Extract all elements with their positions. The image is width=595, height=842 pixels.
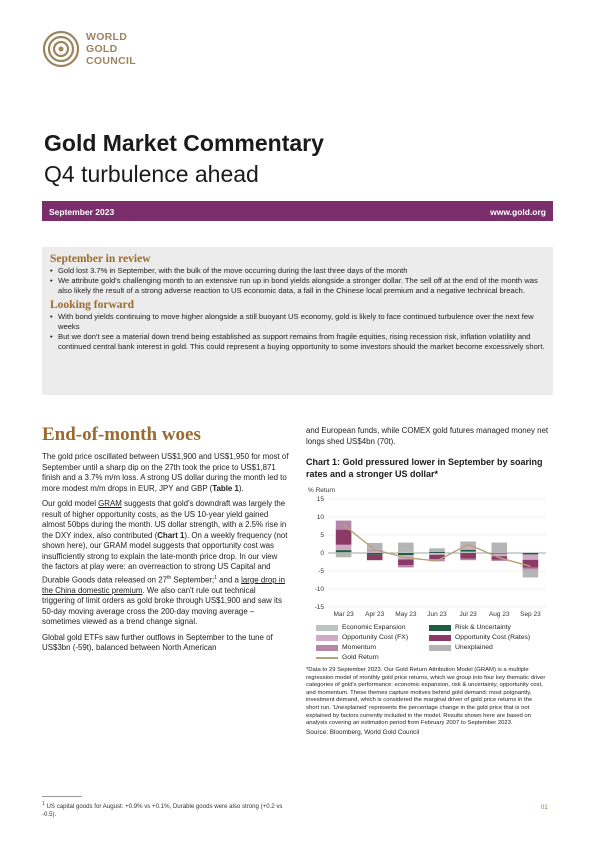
footnote-text: US capital goods for August: +0.9% vs +0.1%, Durable goods were also strong (+0.2 vs -0.5).	[42, 803, 283, 819]
p1-text: The gold price oscillated between US$1,900 and US$1,950 for most of September until a sharp dip on the 27th took the price to US$1,871 finish and a 3.7% m/m loss. A strong US dollar during the month led to more modest m/m drops in EUR, JPY and GBP (	[42, 452, 289, 493]
y-tick-label: -10	[314, 586, 324, 594]
legend-item	[316, 623, 423, 632]
bar-segment	[398, 565, 414, 567]
bar-segment	[398, 553, 414, 555]
legend-label: Economic Expansion	[342, 624, 406, 631]
bar-segment	[523, 553, 539, 554]
legend-label: Unexplained	[455, 644, 493, 651]
page-title: Gold Market Commentary	[44, 130, 324, 156]
paragraph-3-continued: and European funds, while COMEX gold futures managed money net longs shed US$4bn (70t).	[306, 426, 549, 446]
bar-segment	[492, 553, 508, 554]
legend-label: Momentum	[342, 644, 376, 651]
y-tick-label: -5	[318, 568, 324, 576]
p2-text-c: ). On a weekly frequency (not shown here), our GRAM model suggests that opportunity cost was insufficiently strong to explain the late-month price drop. In our view the factors at play were: an overreaction to strong US Capital and Durable Goods data released on 27	[42, 530, 288, 585]
x-tick-label: May 23	[395, 611, 417, 618]
forward-item: • But we don't see a material down trend being established as support remains from fragile equities, rising recession risk, inflation volatility and continued central bank interest in gold. This could represent a buying opportunity to some investors should the market become excessively short.	[50, 332, 545, 352]
legend-item	[316, 643, 423, 652]
legend-label: Opportunity Cost (FX)	[342, 634, 409, 641]
legend-label: Gold Return	[342, 654, 379, 661]
table-1-ref: Table 1	[212, 483, 239, 493]
report-date: September 2023	[49, 207, 115, 217]
bar-segment	[398, 559, 414, 565]
paragraph-2	[42, 499, 290, 628]
footnote	[42, 800, 290, 819]
p2-text-d: September;	[171, 575, 215, 585]
logo-line-3: COUNCIL	[86, 55, 136, 67]
x-tick-label: Jun 23	[427, 611, 447, 618]
p1-end: ).	[238, 483, 244, 493]
x-tick-label: Jul 23	[459, 611, 477, 618]
logo-line-1: WORLD	[86, 31, 128, 43]
footnote-ref: 1	[214, 574, 217, 581]
bar-segment	[523, 570, 539, 578]
legend-item	[316, 633, 423, 642]
logo-wordmark	[86, 31, 136, 67]
bar-segment	[523, 568, 539, 570]
bar-segment	[460, 550, 476, 552]
review-item: • Gold lost 3.7% in September, with the bulk of the move occurring during the last three days of the month	[50, 266, 545, 276]
legend-swatch	[316, 635, 338, 641]
chart-1-ref: Chart 1	[157, 530, 185, 540]
logo-line-2: GOLD	[86, 43, 118, 55]
legend-swatch	[429, 625, 451, 631]
bar-segment	[429, 553, 445, 554]
ordinal-sup: th	[167, 574, 172, 581]
bar-segment	[367, 553, 383, 555]
bar-segment	[336, 530, 352, 545]
bar-segment	[429, 554, 445, 555]
legend-swatch	[429, 645, 451, 651]
page-subtitle: Q4 turbulence ahead	[44, 161, 259, 187]
x-tick-label: Mar 23	[333, 611, 354, 618]
bar-segment	[367, 543, 383, 550]
bar-segment	[492, 560, 508, 561]
bar-segment	[523, 554, 539, 559]
paragraph-3: Global gold ETFs saw further outflows in September to the tune of US$3bn (-59t), balanced between North American	[42, 632, 273, 653]
bar-segment	[398, 543, 414, 552]
review-list	[50, 266, 545, 297]
bar-segment	[460, 559, 476, 560]
legend-swatch	[316, 625, 338, 631]
chart-source: Source: Bloomberg, World Gold Council	[306, 728, 420, 736]
y-tick-label: -15	[314, 604, 324, 612]
legend-item	[429, 643, 536, 652]
bar-segment	[336, 552, 352, 553]
x-tick-label: Apr 23	[365, 611, 385, 618]
date-band	[42, 201, 553, 221]
paragraph-1	[42, 452, 290, 494]
china-premium-link[interactable]: large drop in the China domestic premium	[42, 575, 285, 595]
p2-text-f: . We also can't rule out technical triggering of limit orders as gold broke through US$1,900 and saw its 50-day moving average cross the 200-day moving average – sometimes viewed as a trend change signal.	[42, 585, 282, 627]
bar-segment	[336, 545, 352, 550]
footnote-rule	[42, 796, 82, 797]
y-axis-label: % Return	[308, 487, 336, 494]
x-tick-label: Aug 23	[488, 611, 510, 618]
bar-segment	[523, 552, 539, 553]
y-tick-label: 15	[316, 496, 324, 504]
review-item: • We attribute gold's challenging month to an extensive run up in bond yields alongside a stronger dollar. The sell off at the end of the month was also likely the result of a strong adverse reaction to US economic data, a fall in the Chinese local premium and a negative technical breach.	[50, 276, 545, 296]
article-left-column	[42, 424, 290, 659]
chart-1-svg	[306, 483, 553, 623]
chart-title: Chart 1: Gold pressured lower in September by soaring rates and a stronger US dollar*	[306, 457, 543, 479]
page-number: 01	[541, 805, 548, 811]
bar-segment	[523, 560, 539, 568]
legend-swatch	[429, 635, 451, 641]
bar-segment	[429, 552, 445, 553]
y-tick-label: 5	[320, 532, 324, 540]
forward-item: • With bond yields continuing to move higher alongside a still buoyant US economy, gold is likely to face continued turbulence over the next few weeks	[50, 312, 545, 332]
y-tick-label: 0	[320, 550, 324, 558]
bar-segment	[492, 543, 508, 553]
website-link[interactable]: www.gold.org	[490, 207, 546, 217]
bar-segment	[429, 548, 445, 552]
bar-segment	[367, 555, 383, 560]
legend-swatch	[316, 657, 338, 659]
logo-circles-icon	[42, 30, 80, 68]
legend-label: Opportunity Cost (Rates)	[455, 634, 531, 641]
world-gold-council-logo	[42, 30, 182, 68]
forward-heading: Looking forward	[50, 298, 135, 311]
gram-link[interactable]: GRAM	[98, 499, 122, 508]
legend-item	[316, 653, 423, 662]
chart-legend	[306, 623, 536, 662]
bar-segment	[398, 552, 414, 553]
p2-text-e: and a	[216, 575, 242, 585]
bar-segment	[460, 552, 476, 553]
bar-segment	[336, 553, 352, 557]
bar-segment	[336, 550, 352, 552]
y-tick-label: 10	[316, 514, 324, 522]
review-heading: September in review	[50, 253, 151, 265]
legend-item	[429, 623, 536, 632]
section-heading: End-of-month woes	[42, 424, 201, 445]
summary-box	[42, 247, 553, 395]
chart-note: *Data to 29 September 2023. Our Gold Return Attribution Model (GRAM) is a multiple regression model of monthly gold price returns, which we group into four key thematic driver categories of gold's performance: economic expansion, risk & uncertainty, opportunity cost, and momentum. These themes capture motives behind gold demand; most poignantly, investment demand, which is considered the marginal driver of gold price returns in the short run. 'Unexplained' represents the percentage change in the gold price that is not explained by factors currently included in the model. Results shown here are based on analysis covering an estimation period from February 2007 to September 2023.	[306, 667, 546, 727]
article-right-column	[306, 424, 553, 736]
chart-container	[306, 483, 553, 623]
p2-text-a: Our gold model	[42, 499, 99, 508]
x-tick-label: Sep 23	[520, 611, 541, 618]
p2-text-b: suggests that gold's downdraft was largely the result of higher opportunity costs, as the US 10-year yield gained almost 50bps during the month. US dollar strength, with a 2.5% rise in the DXY index, also contributed (	[42, 499, 287, 540]
legend-label: Risk & Uncertainty	[455, 624, 511, 631]
forward-list	[50, 312, 545, 353]
bar-segment	[460, 553, 476, 559]
footnote-mark: 1	[42, 801, 45, 807]
legend-swatch	[316, 645, 338, 651]
legend-item	[429, 633, 536, 642]
